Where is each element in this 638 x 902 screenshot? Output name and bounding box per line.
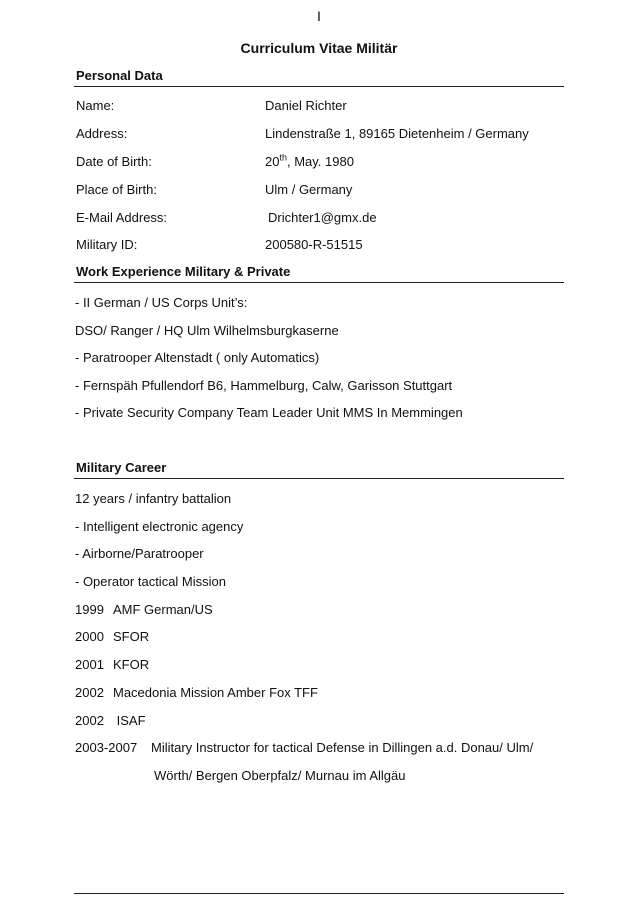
place-of-birth-label: Place of Birth:: [76, 182, 157, 197]
page-number-mark: I: [317, 8, 321, 24]
email-label: E-Mail Address:: [76, 210, 168, 225]
dob-day: 20: [265, 154, 280, 169]
career-year-entry: AMF German/US: [113, 602, 213, 617]
career-year: 2002: [75, 685, 104, 700]
name-value: Daniel Richter: [265, 98, 347, 113]
work-item: - Private Security Company Team Leader Unit MMS In Memmingen: [75, 405, 463, 420]
military-id-label: Military ID:: [76, 237, 138, 252]
career-year-entry: ISAF: [113, 713, 146, 728]
section-divider: [74, 282, 564, 283]
career-year: 2002: [75, 713, 104, 728]
section-heading-work-experience: Work Experience Military & Private: [76, 264, 291, 279]
name-label: Name:: [76, 98, 115, 113]
date-of-birth-label: Date of Birth:: [76, 154, 152, 169]
career-item: - Airborne/Paratrooper: [75, 546, 204, 561]
section-heading-military-career: Military Career: [76, 460, 167, 475]
address-label: Address:: [76, 126, 128, 141]
career-year-entry: Military Instructor for tactical Defense in Dillingen a.d. Donau/ Ulm/: [151, 740, 534, 755]
career-year-entry: KFOR: [113, 657, 150, 672]
section-divider: [74, 478, 564, 479]
career-year-entry: SFOR: [113, 629, 150, 644]
email-value: Drichter1@gmx.de: [268, 210, 377, 225]
place-of-birth-value: Ulm / Germany: [265, 182, 353, 197]
dob-day-suffix: th: [279, 152, 287, 163]
career-year: 2000: [75, 629, 104, 644]
section-divider: [74, 86, 564, 87]
document-title: Curriculum Vitae Militär: [240, 40, 398, 56]
career-year: 2003-2007: [75, 740, 138, 755]
work-item: - II German / US Corps Unit’s:: [75, 295, 248, 310]
address-value: Lindenstraße 1, 89165 Dietenheim / Germany: [265, 126, 529, 141]
career-year: 2001: [75, 657, 104, 672]
career-item: 12 years / infantry battalion: [75, 491, 232, 506]
work-item: - Paratrooper Altenstadt ( only Automatics): [75, 350, 320, 365]
military-id-value: 200580-R-51515: [265, 237, 363, 252]
work-item: - Fernspäh Pfullendorf B6, Hammelburg, Calw, Garisson Stuttgart: [75, 378, 453, 393]
footer-divider: [74, 893, 564, 894]
work-item: DSO/ Ranger / HQ Ulm Wilhelmsburgkaserne: [75, 323, 339, 338]
dob-month-year: , May. 1980: [286, 154, 354, 169]
career-year-entry: Macedonia Mission Amber Fox TFF: [113, 685, 318, 700]
career-year-entry-continued: Wörth/ Bergen Oberpfalz/ Murnau im Allgäu: [154, 768, 406, 783]
career-item: - Operator tactical Mission: [75, 574, 226, 589]
date-of-birth-value: [265, 154, 354, 170]
career-year: 1999: [75, 602, 104, 617]
section-heading-personal-data: Personal Data: [76, 68, 163, 83]
career-item: - Intelligent electronic agency: [75, 519, 244, 534]
